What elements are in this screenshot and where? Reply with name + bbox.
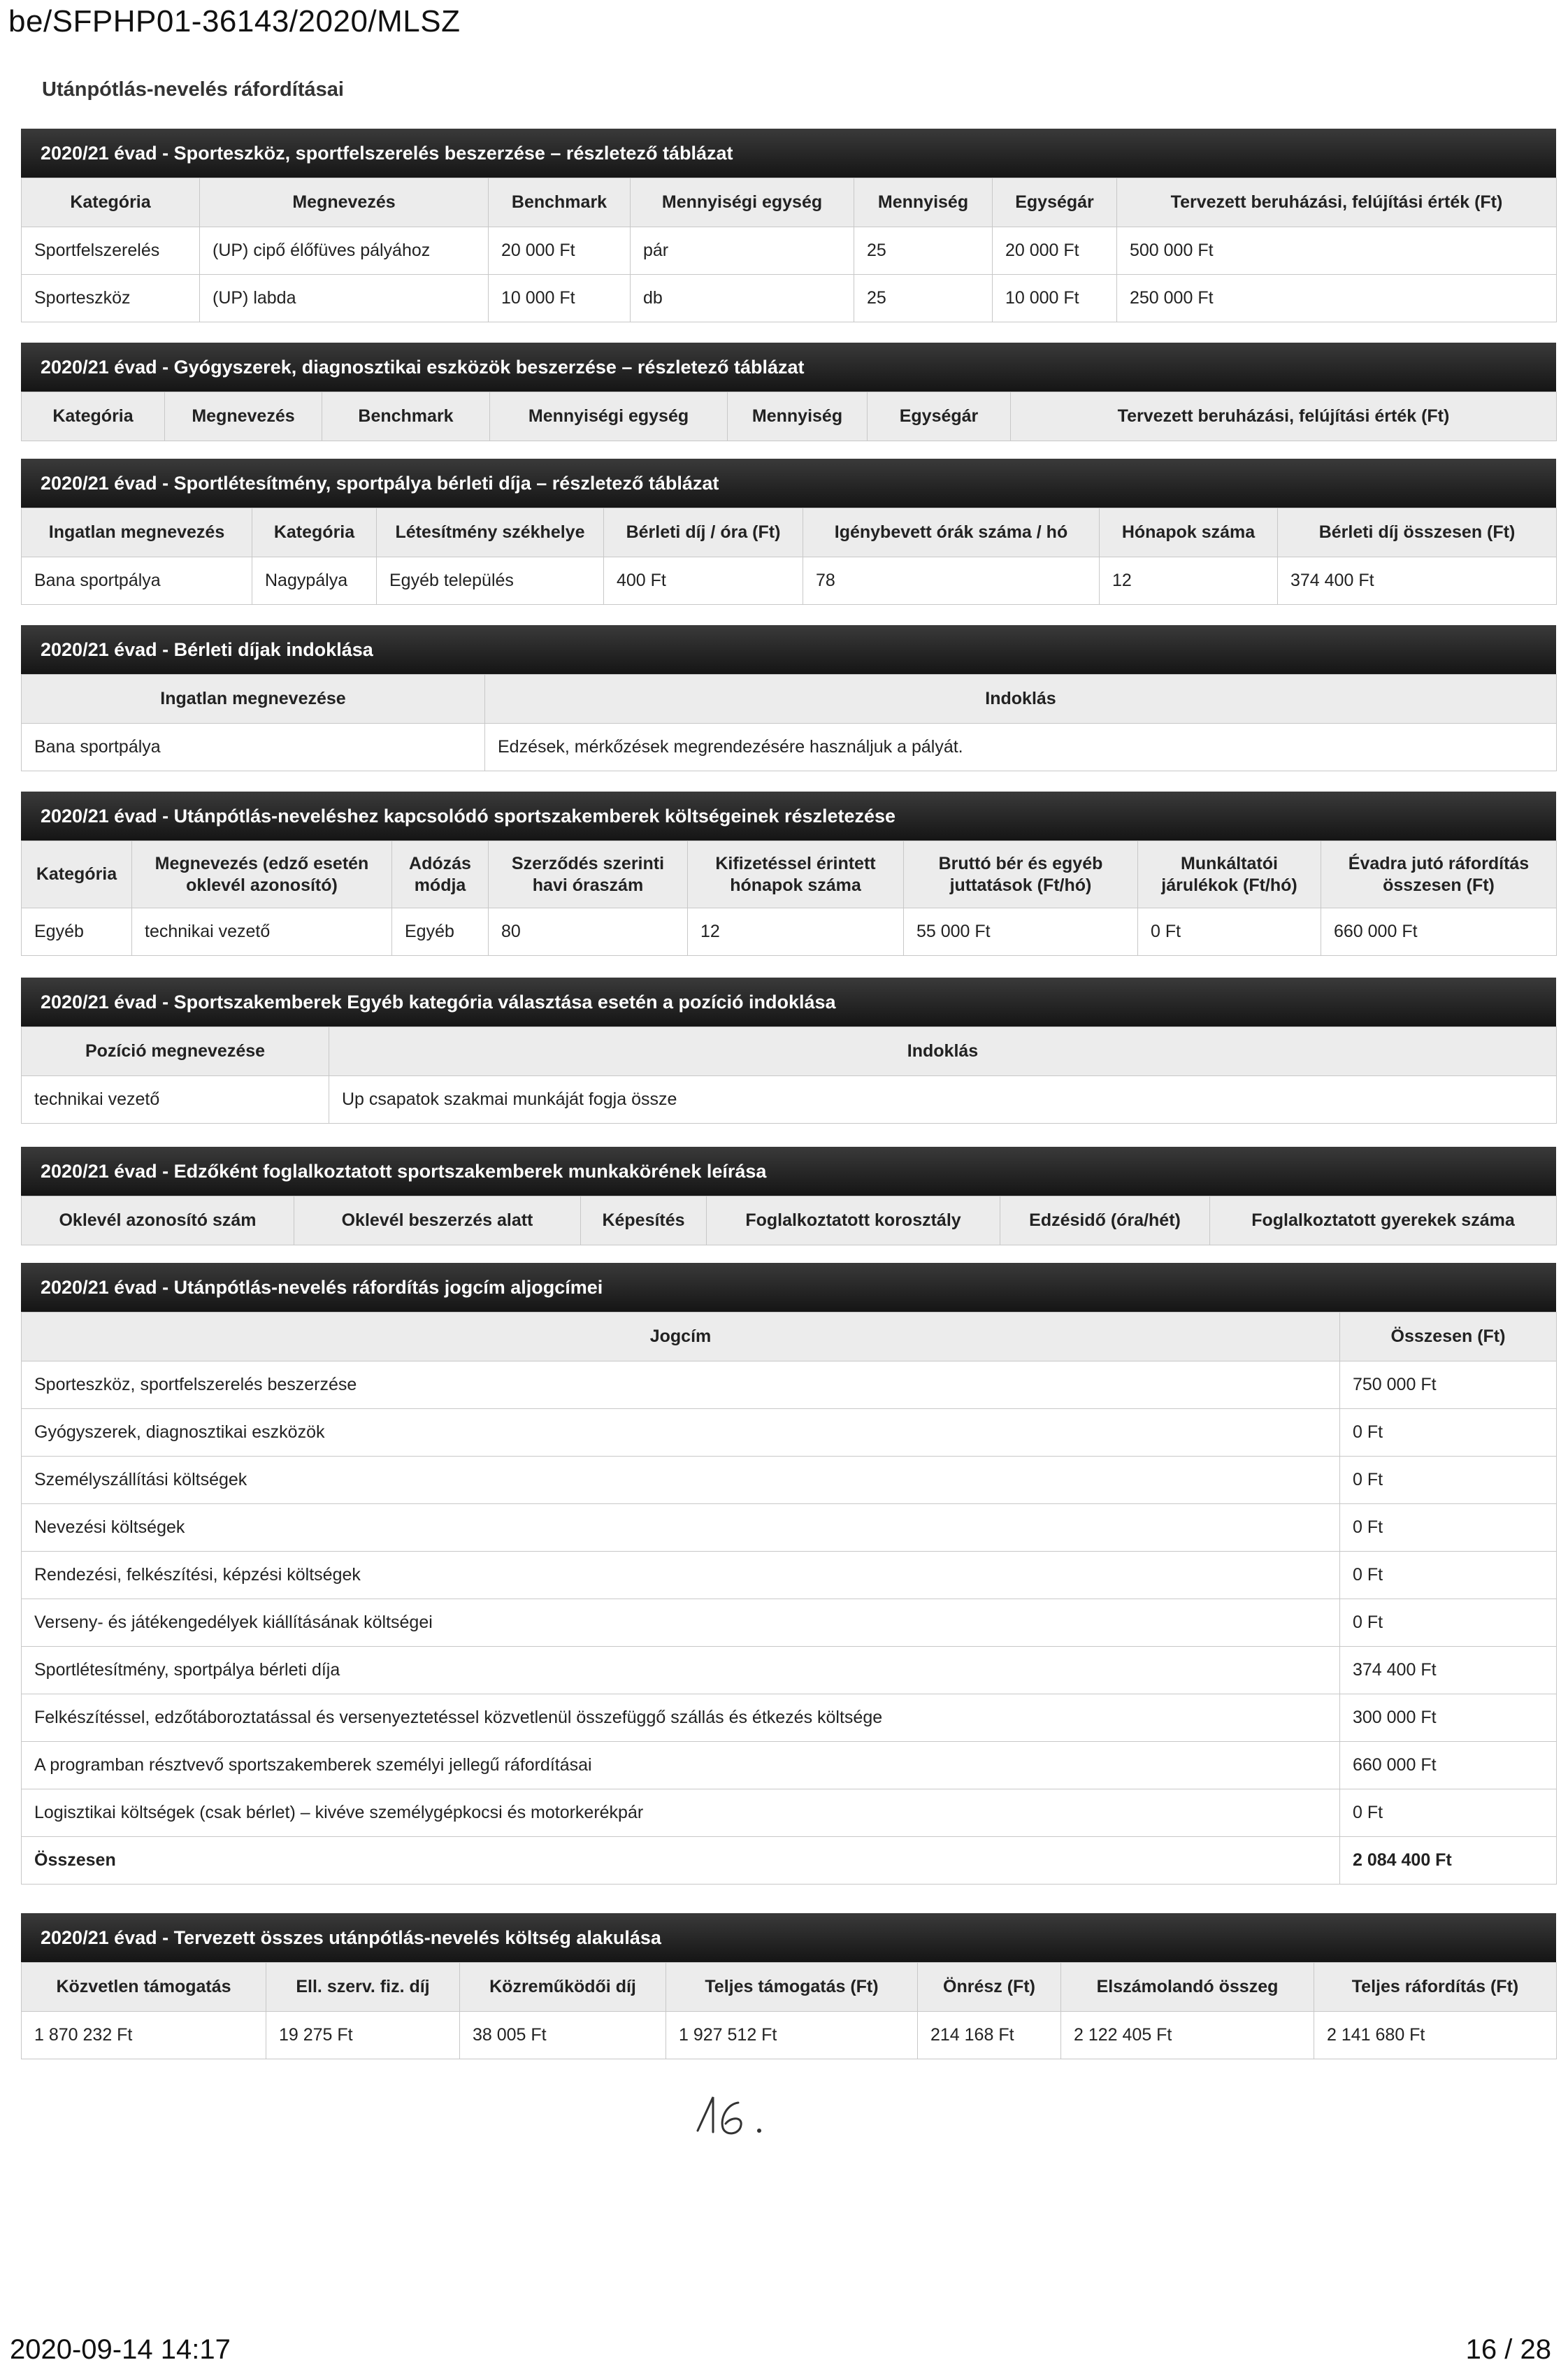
staff-reason-section <box>21 978 1556 1124</box>
table-row <box>22 1789 1557 1837</box>
table-cell: Sporteszköz, sportfelszerelés beszerzése <box>22 1361 1340 1409</box>
table-header-row <box>22 1963 1557 2012</box>
header-cell: Benchmark <box>322 392 490 441</box>
table-cell: Rendezési, felkészítési, képzési költségek <box>22 1552 1340 1599</box>
table-header-row <box>22 1196 1557 1245</box>
table-row <box>22 724 1557 771</box>
table-row <box>22 1409 1557 1457</box>
table-cell: Up csapatok szakmai munkáját fogja össze <box>329 1076 1557 1124</box>
table-cell: 2 122 405 Ft <box>1061 2012 1314 2059</box>
coaches-table <box>21 1196 1557 1245</box>
table-cell: 20 000 Ft <box>489 227 631 275</box>
total-value: 2 084 400 Ft <box>1340 1837 1557 1885</box>
header-cell: Edzésidő (óra/hét) <box>1000 1196 1210 1245</box>
table-cell: technikai vezető <box>22 1076 329 1124</box>
header-cell: Képesítés <box>581 1196 707 1245</box>
table-cell: 19 275 Ft <box>266 2012 460 2059</box>
header-cell: Ingatlan megnevezés <box>22 508 252 557</box>
table-cell: Egyéb <box>22 908 132 956</box>
subtitles-title: 2020/21 évad - Utánpótlás-nevelés ráfordítás jogcím aljogcímei <box>21 1263 1556 1312</box>
header-cell: Egységár <box>868 392 1011 441</box>
table-cell: 0 Ft <box>1340 1552 1557 1599</box>
table-cell: Egyéb <box>392 908 489 956</box>
table-cell: Személyszállítási költségek <box>22 1457 1340 1504</box>
table-cell: 660 000 Ft <box>1340 1742 1557 1789</box>
table-cell: 20 000 Ft <box>993 227 1117 275</box>
table-cell: Logisztikai költségek (csak bérlet) – kivéve személygépkocsi és motorkerékpár <box>22 1789 1340 1837</box>
rental-reason-table <box>21 674 1557 771</box>
table-cell: db <box>631 275 854 322</box>
table-cell: 0 Ft <box>1138 908 1321 956</box>
header-cell: Mennyiség <box>728 392 868 441</box>
subtitles-section <box>21 1263 1556 1885</box>
table-cell: Sportlétesítmény, sportpálya bérleti díja <box>22 1647 1340 1694</box>
table-cell: 10 000 Ft <box>993 275 1117 322</box>
table-row <box>22 1647 1557 1694</box>
print-timestamp: 2020-09-14 14:17 <box>10 2334 231 2365</box>
header-cell: Oklevél azonosító szám <box>22 1196 294 1245</box>
table-row <box>22 275 1557 322</box>
header-cell: Kategória <box>252 508 377 557</box>
header-cell: Mennyiségi egység <box>490 392 728 441</box>
header-cell: Évadra jutó ráfordítás összesen (Ft) <box>1321 841 1557 908</box>
coaches-title: 2020/21 évad - Edzőként foglalkoztatott sportszakemberek munkakörének leírása <box>21 1147 1556 1196</box>
table-cell: (UP) labda <box>200 275 489 322</box>
table-header-row <box>22 841 1557 908</box>
table-cell: Egyéb település <box>377 557 604 605</box>
table-cell: 0 Ft <box>1340 1599 1557 1647</box>
table-cell: 750 000 Ft <box>1340 1361 1557 1409</box>
header-cell: Hónapok száma <box>1100 508 1278 557</box>
header-cell: Bruttó bér és egyéb juttatások (Ft/hó) <box>904 841 1138 908</box>
staff-reason-title: 2020/21 évad - Sportszakemberek Egyéb kategória választása esetén a pozíció indoklása <box>21 978 1556 1027</box>
table-cell: Verseny- és játékengedélyek kiállításának költségei <box>22 1599 1340 1647</box>
header-cell: Kategória <box>22 841 132 908</box>
table-header-row <box>22 1027 1557 1076</box>
header-cell: Foglalkoztatott gyerekek száma <box>1210 1196 1557 1245</box>
table-header-row <box>22 508 1557 557</box>
summary-section <box>21 1913 1556 2059</box>
header-cell: Kifizetéssel érintett hónapok száma <box>688 841 904 908</box>
table-cell: Bana sportpálya <box>22 557 252 605</box>
table-header-row <box>22 675 1557 724</box>
rental-section <box>21 459 1556 605</box>
table-row <box>22 1694 1557 1742</box>
table-row <box>22 1552 1557 1599</box>
table-cell: (UP) cipő élőfüves pályához <box>200 227 489 275</box>
table-cell: 0 Ft <box>1340 1457 1557 1504</box>
staff-reason-table <box>21 1027 1557 1124</box>
summary-title: 2020/21 évad - Tervezett összes utánpótlás-nevelés költség alakulása <box>21 1913 1556 1962</box>
staff-table <box>21 841 1557 956</box>
table-cell: 500 000 Ft <box>1117 227 1557 275</box>
header-cell: Megnevezés (edző esetén oklevél azonosító) <box>132 841 392 908</box>
staff-title: 2020/21 évad - Utánpótlás-neveléshez kapcsolódó sportszakemberek költségeinek részletezése <box>21 792 1556 841</box>
equipment-section <box>21 129 1556 322</box>
table-cell: Sporteszköz <box>22 275 200 322</box>
header-cell: Oklevél beszerzés alatt <box>294 1196 581 1245</box>
header-cell: Kategória <box>22 178 200 227</box>
rental-reason-section <box>21 625 1556 771</box>
header-cell: Benchmark <box>489 178 631 227</box>
total-row <box>22 1837 1557 1885</box>
table-cell: 0 Ft <box>1340 1409 1557 1457</box>
header-cell: Közvetlen támogatás <box>22 1963 266 2012</box>
table-row <box>22 908 1557 956</box>
table-cell: Nagypálya <box>252 557 377 605</box>
header-cell: Pozíció megnevezése <box>22 1027 329 1076</box>
table-row <box>22 2012 1557 2059</box>
table-row <box>22 227 1557 275</box>
table-cell: 55 000 Ft <box>904 908 1138 956</box>
table-cell: 12 <box>688 908 904 956</box>
header-cell: Teljes ráfordítás (Ft) <box>1314 1963 1557 2012</box>
summary-table <box>21 1962 1557 2059</box>
table-cell: 400 Ft <box>604 557 803 605</box>
table-cell: 12 <box>1100 557 1278 605</box>
table-cell: Bana sportpálya <box>22 724 485 771</box>
header-cell: Adózás módja <box>392 841 489 908</box>
table-header-row <box>22 1313 1557 1361</box>
equipment-table <box>21 178 1557 322</box>
table-cell: 660 000 Ft <box>1321 908 1557 956</box>
table-cell: Gyógyszerek, diagnosztikai eszközök <box>22 1409 1340 1457</box>
subtitles-table <box>21 1312 1557 1885</box>
handwritten-page-number <box>692 2087 769 2143</box>
total-label: Összesen <box>22 1837 1340 1885</box>
table-cell: 10 000 Ft <box>489 275 631 322</box>
header-cell: Önrész (Ft) <box>918 1963 1061 2012</box>
equipment-title: 2020/21 évad - Sporteszköz, sportfelszerelés beszerzése – részletező táblázat <box>21 129 1556 178</box>
table-cell: 2 141 680 Ft <box>1314 2012 1557 2059</box>
rental-reason-title: 2020/21 évad - Bérleti díjak indoklása <box>21 625 1556 674</box>
header-cell: Kategória <box>22 392 165 441</box>
table-cell: 78 <box>803 557 1100 605</box>
header-cell: Tervezett beruházási, felújítási érték (Ft) <box>1117 178 1557 227</box>
table-cell: 250 000 Ft <box>1117 275 1557 322</box>
table-row <box>22 1076 1557 1124</box>
table-row <box>22 1742 1557 1789</box>
rental-table <box>21 508 1557 605</box>
header-cell: Elszámolandó összeg <box>1061 1963 1314 2012</box>
medicine-section <box>21 343 1556 441</box>
table-cell: Nevezési költségek <box>22 1504 1340 1552</box>
table-row <box>22 1457 1557 1504</box>
header-cell: Foglalkoztatott korosztály <box>707 1196 1000 1245</box>
table-cell: 25 <box>854 227 993 275</box>
document-id: be/SFPHP01-36143/2020/MLSZ <box>8 4 461 38</box>
table-cell: 374 400 Ft <box>1340 1647 1557 1694</box>
staff-section <box>21 792 1556 956</box>
header-cell: Teljes támogatás (Ft) <box>666 1963 918 2012</box>
header-cell: Összesen (Ft) <box>1340 1313 1557 1361</box>
table-cell: 214 168 Ft <box>918 2012 1061 2059</box>
table-cell: technikai vezető <box>132 908 392 956</box>
header-cell: Szerződés szerinti havi óraszám <box>489 841 688 908</box>
table-cell: A programban résztvevő sportszakemberek személyi jellegű ráfordításai <box>22 1742 1340 1789</box>
table-row <box>22 1361 1557 1409</box>
table-cell: 25 <box>854 275 993 322</box>
table-row <box>22 557 1557 605</box>
table-cell: 0 Ft <box>1340 1789 1557 1837</box>
section-heading: Utánpótlás-nevelés ráfordításai <box>42 78 344 101</box>
header-cell: Mennyiség <box>854 178 993 227</box>
table-cell: pár <box>631 227 854 275</box>
header-cell: Bérleti díj összesen (Ft) <box>1278 508 1557 557</box>
header-cell: Mennyiségi egység <box>631 178 854 227</box>
table-header-row <box>22 392 1557 441</box>
header-cell: Közreműködői díj <box>460 1963 666 2012</box>
table-cell: Sportfelszerelés <box>22 227 200 275</box>
header-cell: Igénybevett órák száma / hó <box>803 508 1100 557</box>
table-cell: Felkészítéssel, edzőtáboroztatással és versenyeztetéssel közvetlenül összefüggő szállás és étkezés költsége <box>22 1694 1340 1742</box>
table-cell: 300 000 Ft <box>1340 1694 1557 1742</box>
table-cell: 80 <box>489 908 688 956</box>
table-cell: 38 005 Ft <box>460 2012 666 2059</box>
table-row <box>22 1599 1557 1647</box>
table-cell: 1 870 232 Ft <box>22 2012 266 2059</box>
coaches-section <box>21 1147 1556 1245</box>
page-number: 16 / 28 <box>1465 2334 1551 2365</box>
header-cell: Egységár <box>993 178 1117 227</box>
header-cell: Indoklás <box>485 675 1557 724</box>
table-cell: 1 927 512 Ft <box>666 2012 918 2059</box>
table-cell: 374 400 Ft <box>1278 557 1557 605</box>
table-row <box>22 1504 1557 1552</box>
header-cell: Bérleti díj / óra (Ft) <box>604 508 803 557</box>
rental-title: 2020/21 évad - Sportlétesítmény, sportpálya bérleti díja – részletező táblázat <box>21 459 1556 508</box>
header-cell: Tervezett beruházási, felújítási érték (Ft) <box>1011 392 1557 441</box>
medicine-table <box>21 392 1557 441</box>
header-cell: Megnevezés <box>200 178 489 227</box>
header-cell: Jogcím <box>22 1313 1340 1361</box>
table-cell: Edzések, mérkőzések megrendezésére használjuk a pályát. <box>485 724 1557 771</box>
header-cell: Megnevezés <box>165 392 322 441</box>
header-cell: Indoklás <box>329 1027 1557 1076</box>
header-cell: Ell. szerv. fiz. díj <box>266 1963 460 2012</box>
header-cell: Munkáltatói járulékok (Ft/hó) <box>1138 841 1321 908</box>
header-cell: Ingatlan megnevezése <box>22 675 485 724</box>
table-header-row <box>22 178 1557 227</box>
header-cell: Létesítmény székhelye <box>377 508 604 557</box>
medicine-title: 2020/21 évad - Gyógyszerek, diagnosztikai eszközök beszerzése – részletező táblázat <box>21 343 1556 392</box>
table-cell: 0 Ft <box>1340 1504 1557 1552</box>
